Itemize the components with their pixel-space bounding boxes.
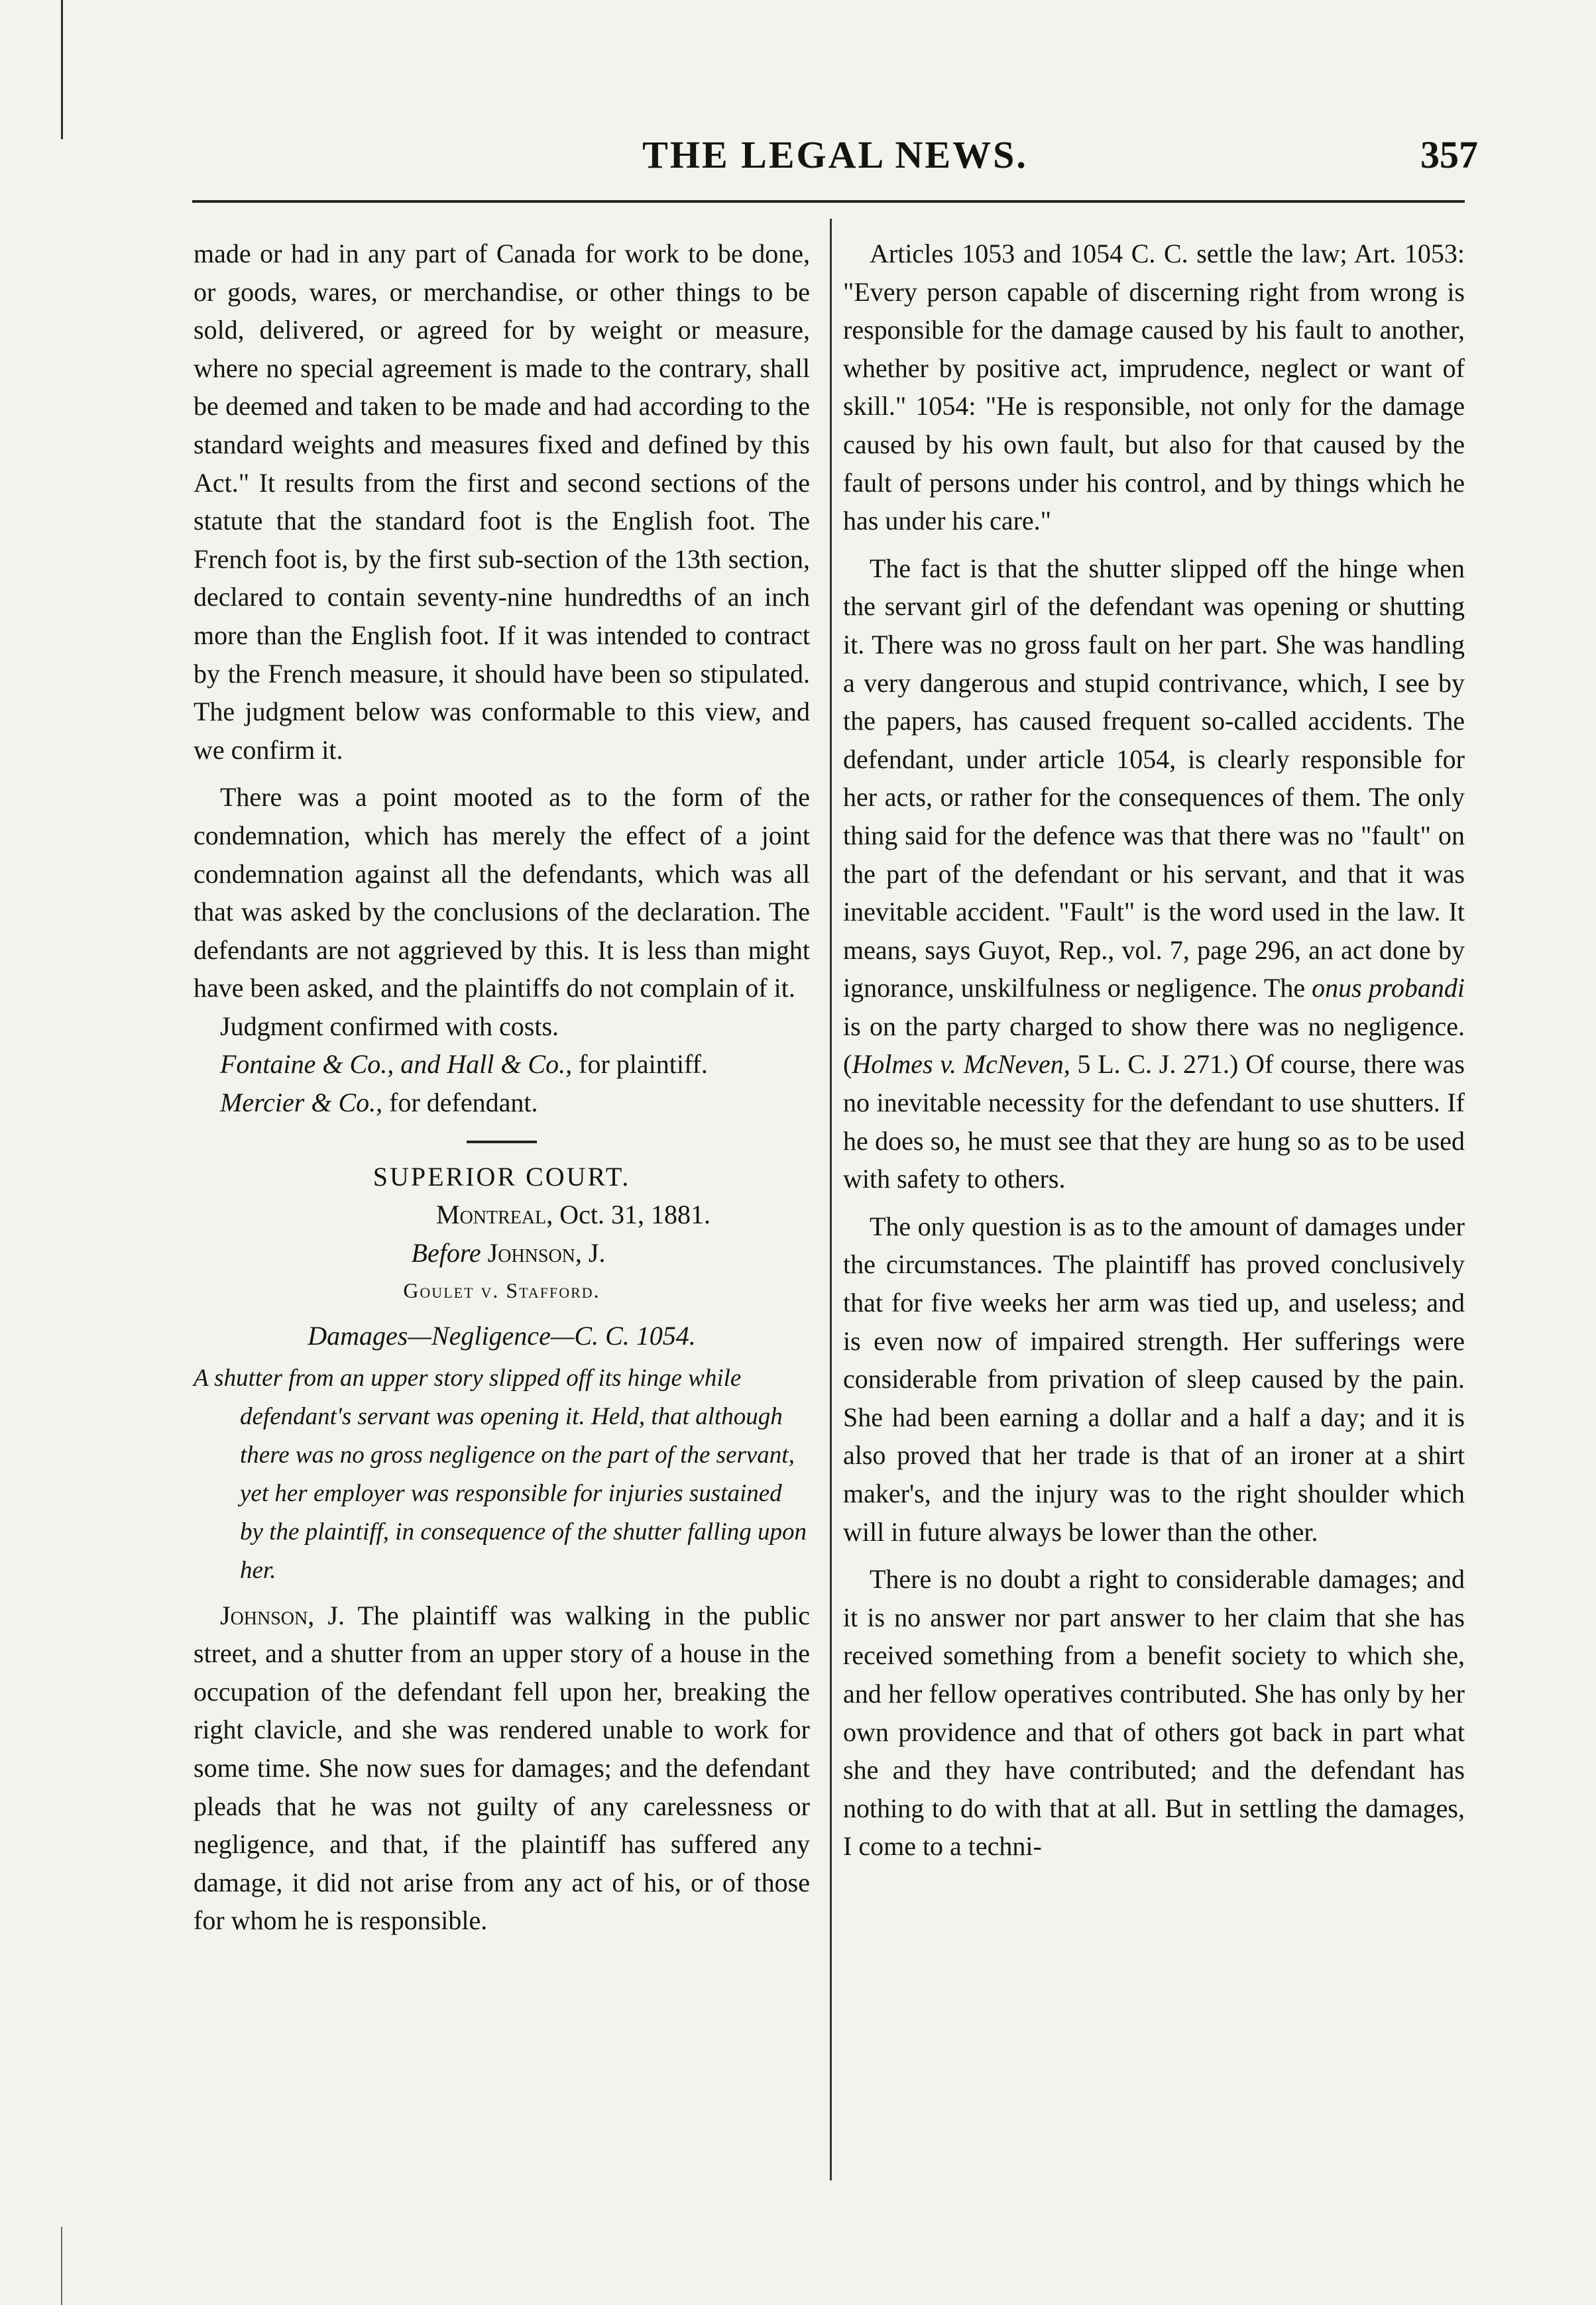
counsel-defendant (194, 1084, 810, 1122)
page-number: 357 (1420, 133, 1478, 176)
paragraph: The only question is as to the amount of damages under the circumstances. The plaintiff has proved conclusively that for five weeks her arm was tied up, and useless; and is even now of impaired strength. Her sufferings were considerable from privation of sleep caused by the pain. She had been earning a dollar and a half a day; and it is also proved that her trade is that of an ironer at a shirt maker's, and the injury was to the right shoulder which will in future always be lower than the other. (843, 1211, 1465, 1547)
left-margin-rule-bottom (61, 2227, 62, 2305)
page-header (192, 133, 1478, 186)
paragraph: There was a point mooted as to the form of the condemnation, which has merely the effect of a joint condemnation against all the defendants, which was all that was asked by the conclusions of the declaration. The defendants are not aggrieved by this. It is less than might have been asked, and the plaintiffs do not complain of it. (194, 782, 810, 1003)
paragraph: made or had in any part of Canada for work to be done, or goods, wares, or merchandise, or other things to be sold, delivered, or agreed for by weight or measure, where no special agreement is made to the contrary, shall be deemed and taken to be made and had according to the standard weights and measures fixed and defined by this Act." It results from the first and second sections of the statute that the standard foot is the English foot. The French foot is, by the first sub-section of the 13th section, declared to contain seventy-nine hundredths of an inch more than the English foot. If it was intended to contract by the French measure, it should have been so stipulated. The judgment below was conformable to this view, and we confirm it. (194, 239, 810, 765)
paragraph-text: 5 L. C. J. 271.) Of course, there was no inevitable necessity for the defendant to use shutters. If he does so, he must see that they are hung so as to be used with safety to others. (843, 1049, 1465, 1194)
opinion-text: The plaintiff was walking in the public street, and a shutter from an upper story of a house in the occupation of the defendant fell upon her, breaking the right clavicle, and she was rendered unable to work for some time. She now sues for damages; and the defendant pleads that he was not guilty of any carelessness or negligence, and that, if the plaintiff has suffered any damage, it did not arise from any act of his, or of those for whom he is responsible. (194, 1600, 811, 1936)
before-word: Before (411, 1237, 481, 1268)
left-column (194, 235, 810, 1940)
case-title: Goulet v. Stafford. (403, 1278, 600, 1303)
dateline-place: Montreal, (436, 1200, 553, 1230)
paragraph: There is no doubt a right to considerable damages; and it is no answer nor part answer to her claim that she has received something from a benefit society to which she, and her fellow operatives contributed. She has only by her own providence and that of others got back in part what she and they have contributed; and the defendant has nothing to do with that at all. But in settling the damages, I come to a techni- (843, 1564, 1465, 1862)
dateline (194, 1196, 810, 1234)
right-column (843, 235, 1465, 1866)
headnote: A shutter from an upper story slipped off its hinge while defendant's servant was opening it. Held, that although there was no gross negligence on the part of the servant, yet her employer was responsible for injuries sustained by the plaintiff, in consequence of the shutter falling upon her. (194, 1364, 807, 1584)
column-divider (830, 219, 832, 2180)
running-title: THE LEGAL NEWS. (642, 133, 1028, 176)
left-margin-rule (61, 0, 63, 139)
header-rule (192, 200, 1465, 203)
counsel-defendant-role: for defendant. (382, 1088, 538, 1118)
dateline-date: Oct. 31, 1881. (553, 1200, 711, 1230)
latin-phrase: onus probandi (1312, 973, 1465, 1003)
paragraph: Articles 1053 and 1054 C. C. settle the law; Art. 1053: "Every person capable of discerning right from wrong is responsible for the damage caused by his fault to another, whether by positive act, imprudence, neglect or want of skill." 1054: "He is responsible, not only for the damage caused by his own fault, but also for that caused by the fault of persons under his control, and by things which he has under his care." (843, 239, 1465, 536)
counsel-defendant-names: Mercier & Co., (220, 1088, 383, 1118)
section-rule (467, 1141, 537, 1143)
counsel-plaintiff-names: Fontaine & Co., and Hall & Co., (220, 1049, 573, 1080)
subject-line: Damages—Negligence—C. C. 1054. (308, 1321, 696, 1351)
opinion-paragraph (194, 1597, 810, 1940)
before-judge (194, 1234, 810, 1272)
counsel-plaintiff (194, 1045, 810, 1084)
court-heading: SUPERIOR COURT. (372, 1161, 631, 1192)
counsel-plaintiff-role: for plaintiff. (572, 1049, 708, 1080)
paragraph (843, 549, 1465, 1198)
judgment-line: Judgment confirmed with costs. (220, 1011, 559, 1041)
case-citation: Holmes v. McNeven, (852, 1049, 1070, 1080)
judge-name: Johnson, J. (481, 1237, 606, 1268)
paragraph-text: is on the party charged to show there was no negligence. ( (843, 1011, 1465, 1080)
paragraph-text: The fact is that the shutter slipped off the hinge when the servant girl of the defendant was opening or shutting it. There was no gross fault on her part. She was handling a very dangerous and stupid contrivance, which, I see by the papers, has caused frequent so-called accidents. The defendant, under article 1054, is clearly responsible for her acts, or rather for the consequences of them. The only thing said for the defence was that there was no "fault" on the part of the defendant or his servant, and that it was inevitable accident. "Fault" is the word used in the law. It means, says Guyot, Rep., vol. 7, page 296, an act done by ignorance, unskilfulness or negligence. The (843, 553, 1465, 1003)
opinion-judge: Johnson, J. (220, 1600, 345, 1630)
